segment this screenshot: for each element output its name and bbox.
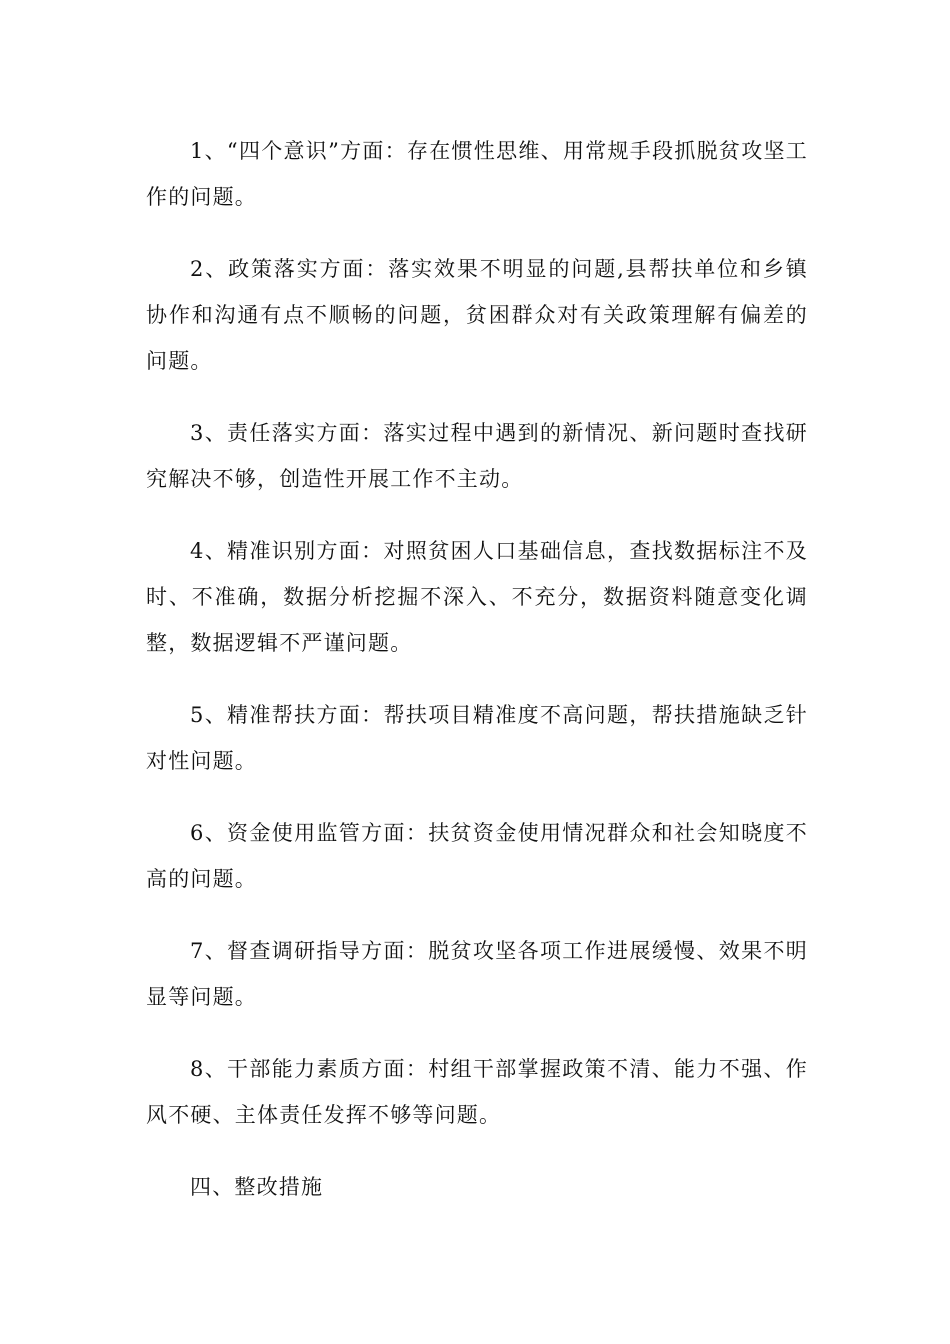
- document-page: [146, 128, 808, 1210]
- paragraph-2: 2、政策落实方面：落实效果不明显的问题,县帮扶单位和乡镇协作和沟通有点不顺畅的问题，贫困群众对有关政策理解有偏差的问题。: [146, 257, 808, 373]
- paragraph-8: 8、干部能力素质方面：村组干部掌握政策不清、能力不强、作风不硬、主体责任发挥不够等问题。: [146, 1057, 808, 1127]
- section-heading: 四、整改措施: [190, 1175, 324, 1199]
- paragraph-4: 4、精准识别方面：对照贫困人口基础信息，查找数据标注不及时、不准确，数据分析挖掘不深入、不充分，数据资料随意变化调整，数据逻辑不严谨问题。: [146, 539, 808, 655]
- paragraph-3: 3、责任落实方面：落实过程中遇到的新情况、新问题时查找研究解决不够，创造性开展工作不主动。: [146, 421, 808, 491]
- paragraph-1: 1、“四个意识”方面：存在惯性思维、用常规手段抓脱贫攻坚工作的问题。: [146, 139, 808, 209]
- paragraph-5: 5、精准帮扶方面：帮扶项目精准度不高问题，帮扶措施缺乏针对性问题。: [146, 703, 808, 773]
- paragraph-6: 6、资金使用监管方面：扶贫资金使用情况群众和社会知晓度不高的问题。: [146, 821, 808, 891]
- paragraph-7: 7、督查调研指导方面：脱贫攻坚各项工作进展缓慢、效果不明显等问题。: [146, 939, 808, 1009]
